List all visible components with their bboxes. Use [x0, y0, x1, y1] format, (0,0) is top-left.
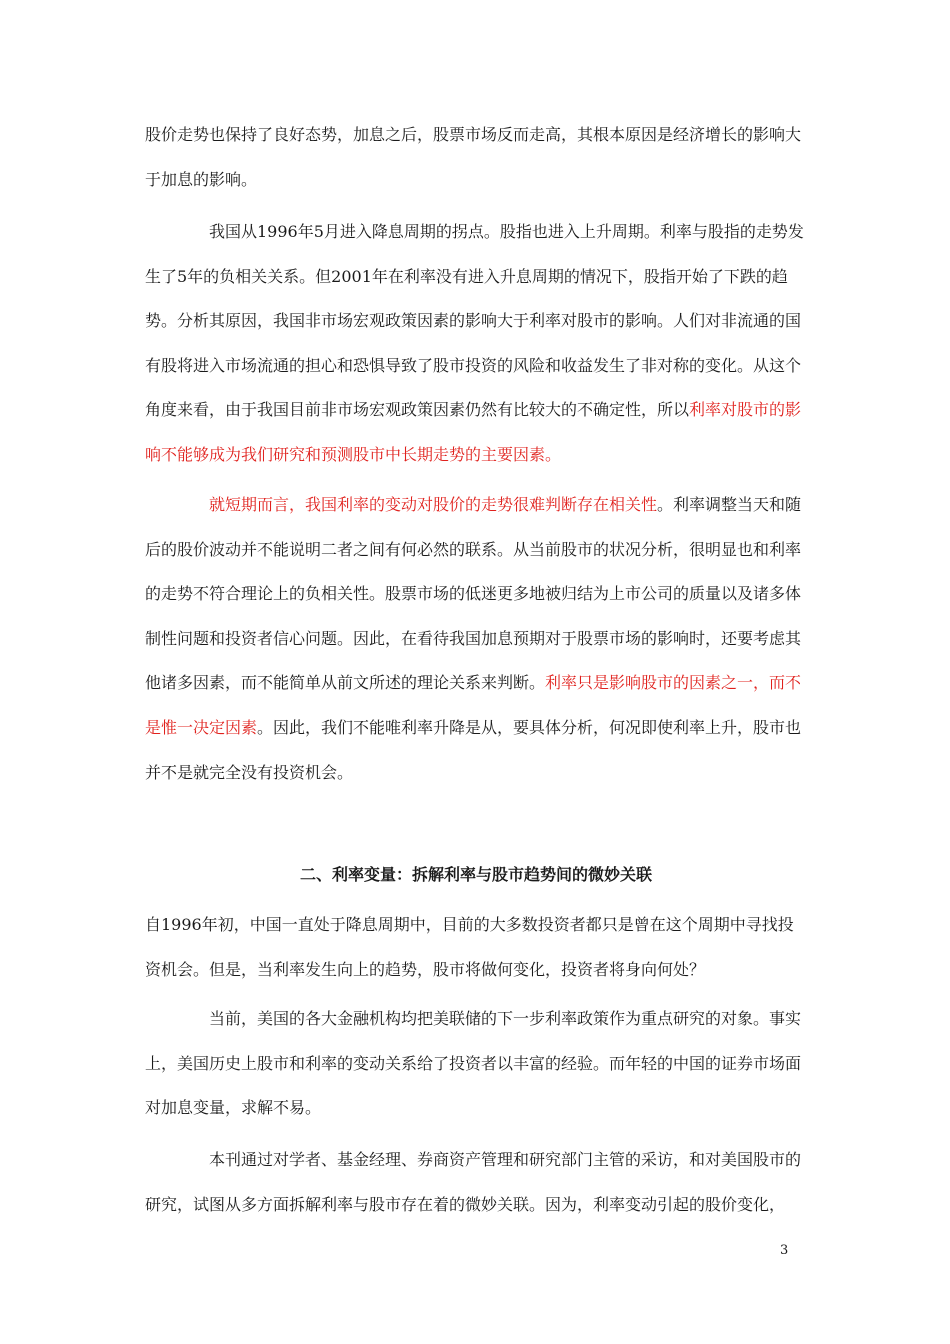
paragraph-1-text: 股价走势也保持了良好态势，加息之后，股票市场反而走高，其根本原因是经济增长的影响大于加息的影响。	[145, 125, 802, 189]
paragraph-4-text: 自1996年初，中国一直处于降息周期中，目前的大多数投资者都只是曾在这个周期中寻找投资机会。但是，当利率发生向上的趋势，股市将做何变化，投资者将身向何处？	[145, 915, 794, 979]
paragraph-3-text-1: 。利率调整当天和随后的股价波动并不能说明二者之间有何必然的联系。从当前股市的状况分析，很明显也和利率的走势不符合理论上的负相关性。股票市场的低迷更多地被归结为上市公司的质量以及诸多体制性问题和投资者信心问题。因此，在看待我国加息预期对于股票市场的影响时，还要考虑其他诸多因素，而不能简单从前文所述的理论关系来判断。	[145, 495, 802, 693]
paragraph-2-highlight: 利率对股市的影响不能够成为我们研究和预测股市中长期走势的主要因素。	[145, 400, 802, 464]
paragraph-1	[145, 113, 807, 202]
paragraph-3	[145, 483, 807, 795]
paragraph-3-highlight-2: 利率只是影响股市的因素之一，而不是惟一决定因素	[145, 673, 802, 737]
paragraph-5-text: 当前，美国的各大金融机构均把美联储的下一步利率政策作为重点研究的对象。事实上，美国历史上股市和利率的变动关系给了投资者以丰富的经验。而年轻的中国的证券市场面对加息变量，求解不易。	[145, 1009, 802, 1118]
paragraph-2-text: 我国从1996年5月进入降息周期的拐点。股指也进入上升周期。利率与股指的走势发生了5年的负相关关系。但2001年在利率没有进入升息周期的情况下，股指开始了下跌的趋势。分析其原因，我国非市场宏观政策因素的影响大于利率对股市的影响。人们对非流通的国有股将进入市场流通的担心和恐惧导致了股市投资的风险和收益发生了非对称的变化。从这个角度来看，由于我国目前非市场宏观政策因素仍然有比较大的不确定性，所以	[145, 222, 804, 420]
paragraph-3-text-2: 。因此，我们不能唯利率升降是从，要具体分析，何况即使利率上升，股市也并不是就完全没有投资机会。	[145, 717, 802, 782]
paragraph-6-text: 本刊通过对学者、基金经理、券商资产管理和研究部门主管的采访，和对美国股市的研究，试图从多方面拆解利率与股市存在着的微妙关联。因为，利率变动引起的股价变化，	[145, 1150, 802, 1214]
paragraph-6	[145, 1138, 807, 1227]
page-number: 3	[780, 1243, 789, 1258]
paragraph-5	[145, 997, 807, 1131]
paragraph-3-highlight-1: 就短期而言，我国利率的变动对股价的走势很难判断存在相关性	[209, 495, 658, 514]
paragraph-2	[145, 210, 807, 478]
paragraph-4	[145, 903, 807, 992]
section-heading: 二、利率变量：拆解利率与股市趋势间的微妙关联	[299, 865, 652, 884]
